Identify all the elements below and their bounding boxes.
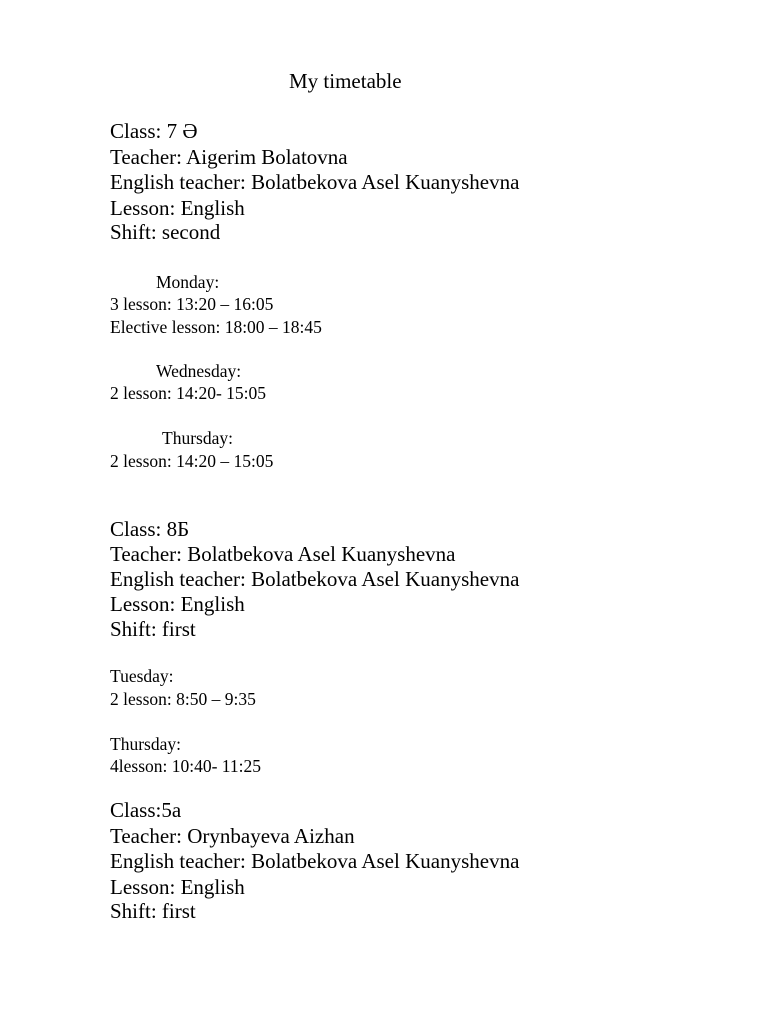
schedule-line: 2 lesson: 14:20- 15:05	[110, 383, 267, 403]
day-heading: Wednesday:	[156, 361, 242, 381]
english-teacher-label: English teacher: Bolatbekova Asel Kuanyshevna	[110, 849, 520, 873]
shift-label: Shift: second	[110, 220, 221, 244]
shift-label: Shift: first	[110, 617, 196, 641]
day-heading: Thursday:	[110, 734, 181, 754]
schedule-line: Elective lesson: 18:00 – 18:45	[110, 317, 322, 337]
schedule-line: 2 lesson: 8:50 – 9:35	[110, 689, 256, 709]
shift-label: Shift: first	[110, 899, 196, 923]
class-label: Class: 8Б	[110, 517, 190, 541]
lesson-label: Lesson: English	[110, 196, 245, 220]
day-heading: Monday:	[156, 272, 220, 292]
lesson-label: Lesson: English	[110, 592, 245, 616]
lesson-label: Lesson: English	[110, 875, 245, 899]
teacher-label: Teacher: Aigerim Bolatovna	[110, 145, 348, 169]
teacher-label: Teacher: Bolatbekova Asel Kuanyshevna	[110, 542, 456, 566]
english-teacher-label: English teacher: Bolatbekova Asel Kuanyshevna	[110, 170, 520, 194]
schedule-line: 3 lesson: 13:20 – 16:05	[110, 294, 274, 314]
teacher-label: Teacher: Orynbayeva Aizhan	[110, 824, 355, 848]
schedule-line: 2 lesson: 14:20 – 15:05	[110, 451, 274, 471]
english-teacher-label: English teacher: Bolatbekova Asel Kuanyshevna	[110, 567, 520, 591]
day-heading: Tuesday:	[110, 666, 174, 686]
day-heading: Thursday:	[162, 428, 233, 448]
class-label: Class:5a	[110, 798, 182, 822]
page-title: My timetable	[289, 69, 402, 93]
class-label: Class: 7 Ә	[110, 119, 198, 143]
schedule-line: 4lesson: 10:40- 11:25	[110, 756, 262, 776]
